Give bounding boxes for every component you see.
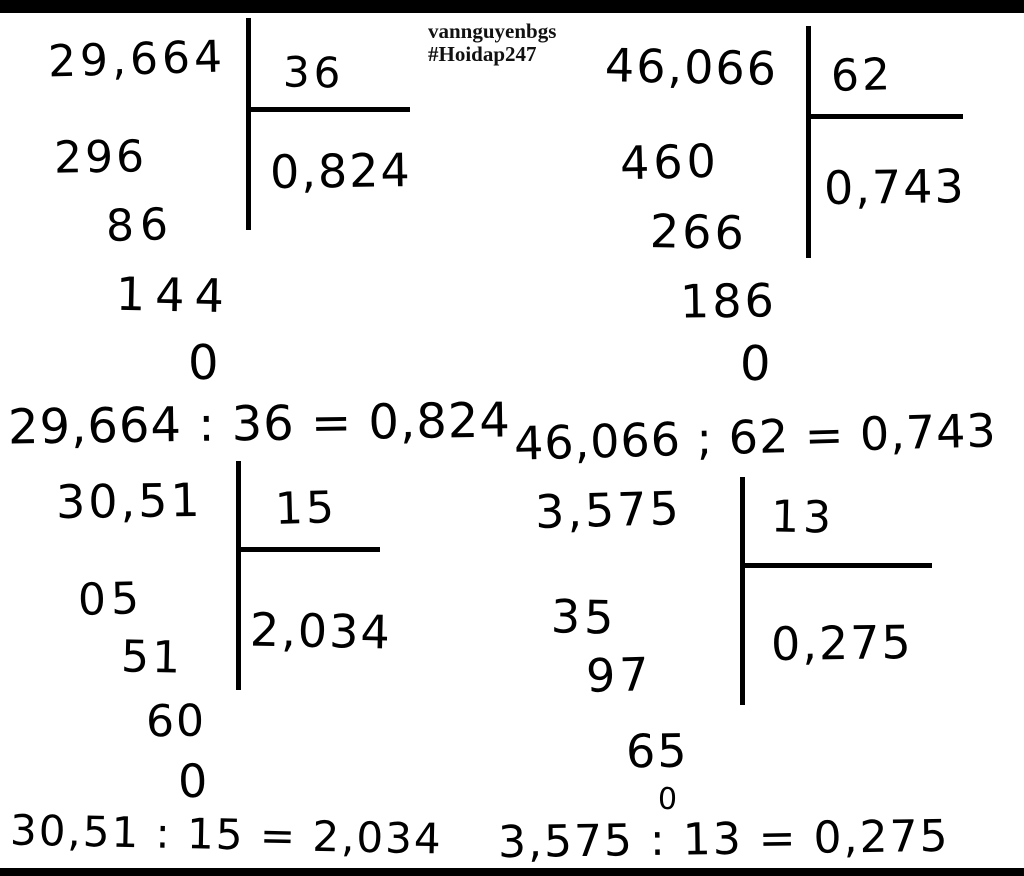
- division-bar-horizontal: [236, 547, 380, 552]
- division-bar-horizontal: [246, 107, 410, 112]
- dividend-value: 46,066: [604, 38, 779, 96]
- work-line: 144: [115, 266, 235, 324]
- work-line: 0: [739, 335, 772, 393]
- work-line: 35: [550, 589, 619, 645]
- divisor-value: 36: [282, 47, 345, 98]
- division-bar-horizontal: [740, 563, 932, 568]
- work-line: 460: [619, 133, 721, 191]
- equation-line: 46,066 ; 62 = 0,743: [513, 403, 998, 471]
- dividend-value: 30,51: [55, 472, 204, 530]
- work-line: 0: [177, 753, 209, 809]
- division-bar-vertical: [740, 477, 745, 705]
- quotient-value: 2,034: [249, 602, 393, 660]
- work-line: 296: [53, 131, 148, 184]
- quotient-value: 0,743: [823, 159, 967, 215]
- bottom-border-bar: [0, 868, 1024, 876]
- work-line: 266: [649, 203, 748, 261]
- work-line: 97: [585, 647, 654, 703]
- division-bar-vertical: [806, 26, 811, 258]
- work-line: 05: [77, 573, 145, 626]
- watermark: [428, 20, 556, 66]
- work-line: 51: [120, 631, 184, 684]
- watermark-line2: #Hoidap247: [428, 42, 537, 66]
- dividend-value: 3,575: [534, 480, 683, 540]
- work-line: 186: [679, 273, 778, 329]
- equation-line: 30,51 : 15 = 2,034: [9, 805, 444, 864]
- quotient-value: 0,824: [269, 143, 413, 199]
- work-line: 0: [187, 334, 220, 392]
- work-line: 65: [625, 723, 689, 779]
- work-line: 86: [105, 199, 175, 252]
- divisor-value: 62: [830, 49, 894, 102]
- equation-line: 3,575 : 13 = 0,275: [497, 810, 950, 869]
- work-line: 0: [657, 781, 678, 818]
- quotient-value: 0,275: [770, 615, 914, 671]
- top-border-bar: [0, 0, 1024, 13]
- division-bar-vertical: [246, 18, 251, 230]
- division-bar-horizontal: [806, 114, 963, 119]
- dividend-value: 29,664: [47, 31, 227, 88]
- work-line: 60: [145, 695, 207, 748]
- equation-line: 29,664 : 36 = 0,824: [7, 392, 512, 456]
- divisor-value: 15: [274, 482, 338, 535]
- watermark-line1: vannguyenbgs: [428, 19, 557, 43]
- divisor-value: 13: [770, 491, 836, 544]
- division-bar-vertical: [236, 461, 241, 690]
